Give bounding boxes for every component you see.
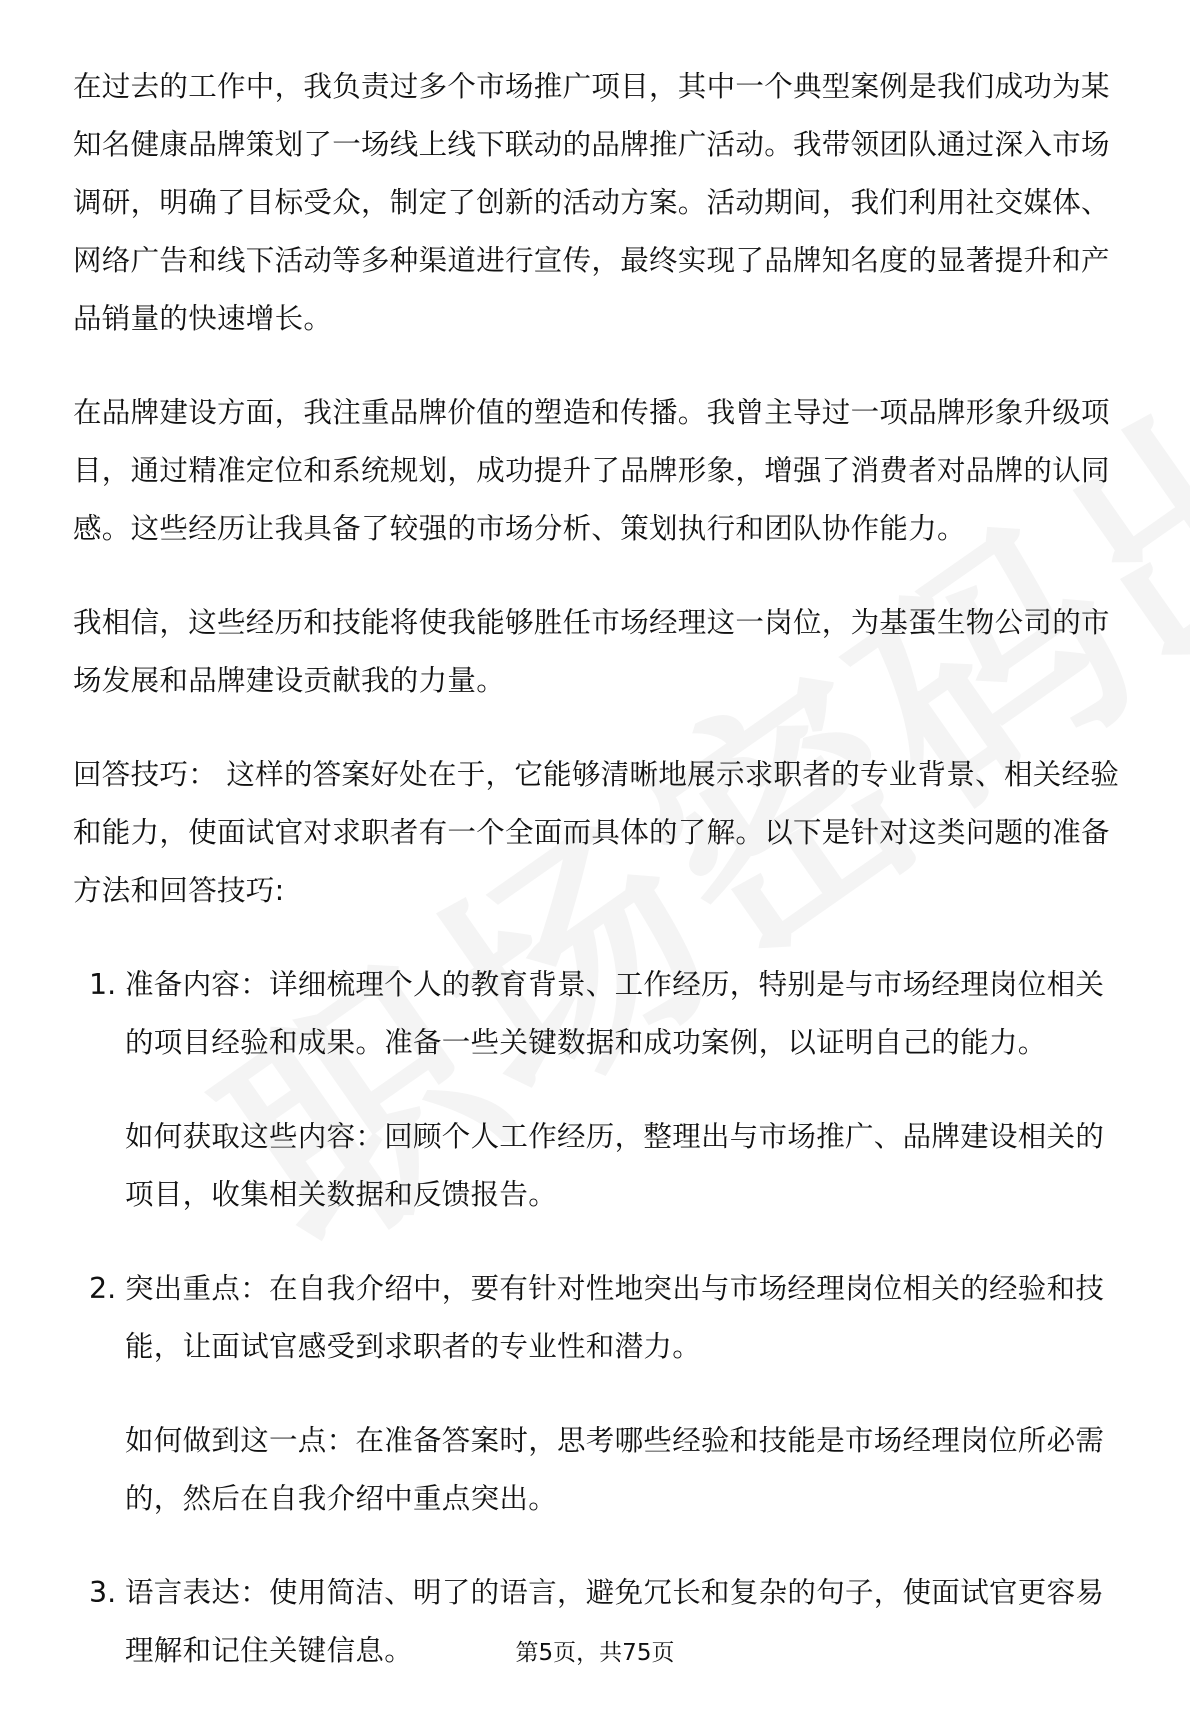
list-item [73,1260,1128,1528]
page-content [73,58,1128,1716]
paragraph-conclusion: 我相信，这些经历和技能将使我能够胜任市场经理这一岗位，为基蛋生物公司的市场发展和品牌建设贡献我的力量。 [73,606,1110,697]
list-item-text: 语言表达：使用简洁、明了的语言，避免冗长和复杂的句子，使面试官更容易理解和记住关键信息。 [125,1576,1105,1667]
list-number: 1. [89,968,117,1001]
page-footer: 第5页，共75页 [515,1640,675,1666]
list-item-text: 突出重点：在自我介绍中，要有针对性地突出与市场经理岗位相关的经验和技能，让面试官感受到求职者的专业性和潜力。 [125,1272,1105,1363]
paragraph-experience: 在过去的工作中，我负责过多个市场推广项目，其中一个典型案例是我们成功为某知名健康品牌策划了一场线上线下联动的品牌推广活动。我带领团队通过深入市场调研，明确了目标受众，制定了创新的活动方案。活动期间，我们利用社交媒体、网络广告和线下活动等多种渠道进行宣传，最终实现了品牌知名度的显著提升和产品销量的快速增长。 [73,70,1110,335]
list-item-text: 准备内容：详细梳理个人的教育背景、工作经历，特别是与市场经理岗位相关的项目经验和成果。准备一些关键数据和成功案例，以证明自己的能力。 [125,968,1105,1059]
tips-list [73,956,1128,1680]
paragraph-brand-building: 在品牌建设方面，我注重品牌价值的塑造和传播。我曾主导过一项品牌形象升级项目，通过精准定位和系统规划，成功提升了品牌形象，增强了消费者对品牌的认同感。这些经历让我具备了较强的市场分析、策划执行和团队协作能力。 [73,396,1110,545]
list-item-subtext: 如何获取这些内容：回顾个人工作经历，整理出与市场推广、品牌建设相关的项目，收集相关数据和反馈报告。 [125,1120,1105,1211]
list-item-subtext: 如何做到这一点：在准备答案时，思考哪些经验和技能是市场经理岗位所必需的，然后在自我介绍中重点突出。 [125,1424,1105,1515]
list-item [73,956,1128,1224]
list-number: 2. [89,1272,117,1305]
paragraph-answer-tips: 回答技巧： 这样的答案好处在于，它能够清晰地展示求职者的专业背景、相关经验和能力，使面试官对求职者有一个全面而具体的了解。以下是针对这类问题的准备方法和回答技巧: [73,758,1120,907]
list-number: 3. [89,1576,117,1609]
